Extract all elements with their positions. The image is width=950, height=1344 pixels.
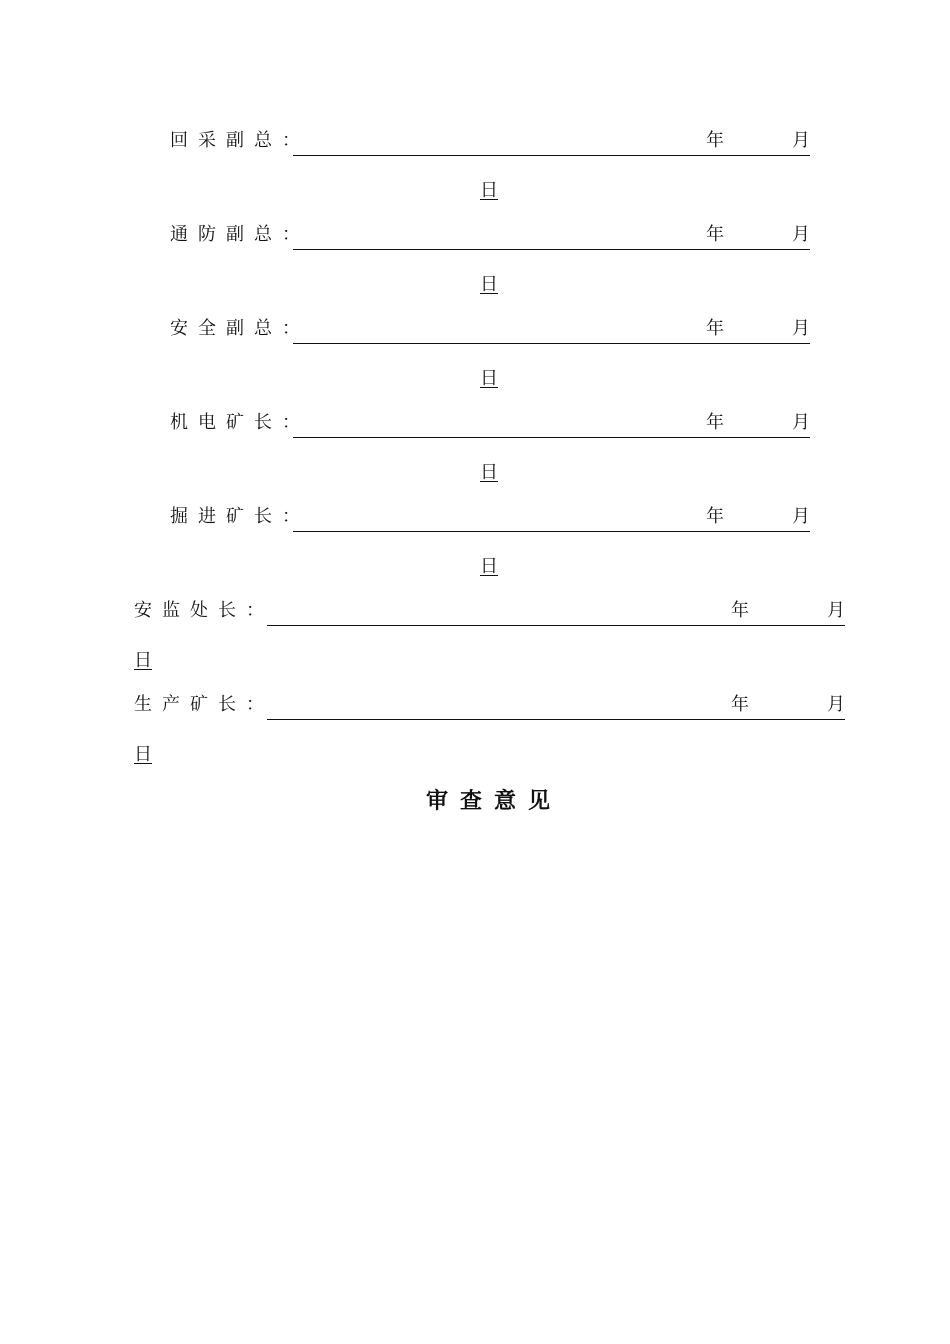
day-label: 日 — [480, 462, 498, 483]
year-label: 年 — [706, 506, 724, 527]
signature-row-tongfang — [170, 220, 810, 250]
signature-row-jidian — [170, 408, 810, 438]
signature-line[interactable] — [267, 695, 845, 720]
signature-line[interactable] — [293, 413, 810, 438]
year-label: 年 — [731, 600, 749, 621]
signature-row-anjian — [134, 596, 845, 626]
signature-row-juejin — [170, 502, 810, 532]
month-label: 月 — [792, 506, 810, 527]
month-label: 月 — [792, 224, 810, 245]
signature-row-anquan — [170, 314, 810, 344]
day-label: 日 — [134, 744, 152, 765]
month-label: 月 — [827, 600, 845, 621]
year-label: 年 — [706, 224, 724, 245]
signature-label: 通防副总： — [170, 224, 310, 245]
section-title: 审查意见 — [425, 789, 562, 814]
signature-label: 安监处长： — [134, 600, 274, 621]
month-label: 月 — [827, 694, 845, 715]
signature-label: 安全副总： — [170, 318, 310, 339]
signature-line[interactable] — [293, 319, 810, 344]
year-label: 年 — [706, 130, 724, 151]
signature-label: 掘进矿长： — [170, 506, 310, 527]
signature-label: 回采副总： — [170, 130, 310, 151]
signature-line[interactable] — [293, 507, 810, 532]
signature-row-shengchan — [134, 690, 845, 720]
day-label: 日 — [480, 180, 498, 201]
day-label: 日 — [480, 274, 498, 295]
signature-row-huicai — [170, 126, 810, 156]
day-label: 日 — [480, 556, 498, 577]
signature-label: 机电矿长： — [170, 412, 310, 433]
signature-line[interactable] — [293, 225, 810, 250]
signature-line[interactable] — [293, 131, 810, 156]
year-label: 年 — [706, 412, 724, 433]
day-label: 日 — [480, 368, 498, 389]
signature-label: 生产矿长： — [134, 694, 274, 715]
month-label: 月 — [792, 318, 810, 339]
year-label: 年 — [706, 318, 724, 339]
day-label: 日 — [134, 650, 152, 671]
signature-line[interactable] — [267, 601, 845, 626]
year-label: 年 — [731, 694, 749, 715]
month-label: 月 — [792, 412, 810, 433]
month-label: 月 — [792, 130, 810, 151]
